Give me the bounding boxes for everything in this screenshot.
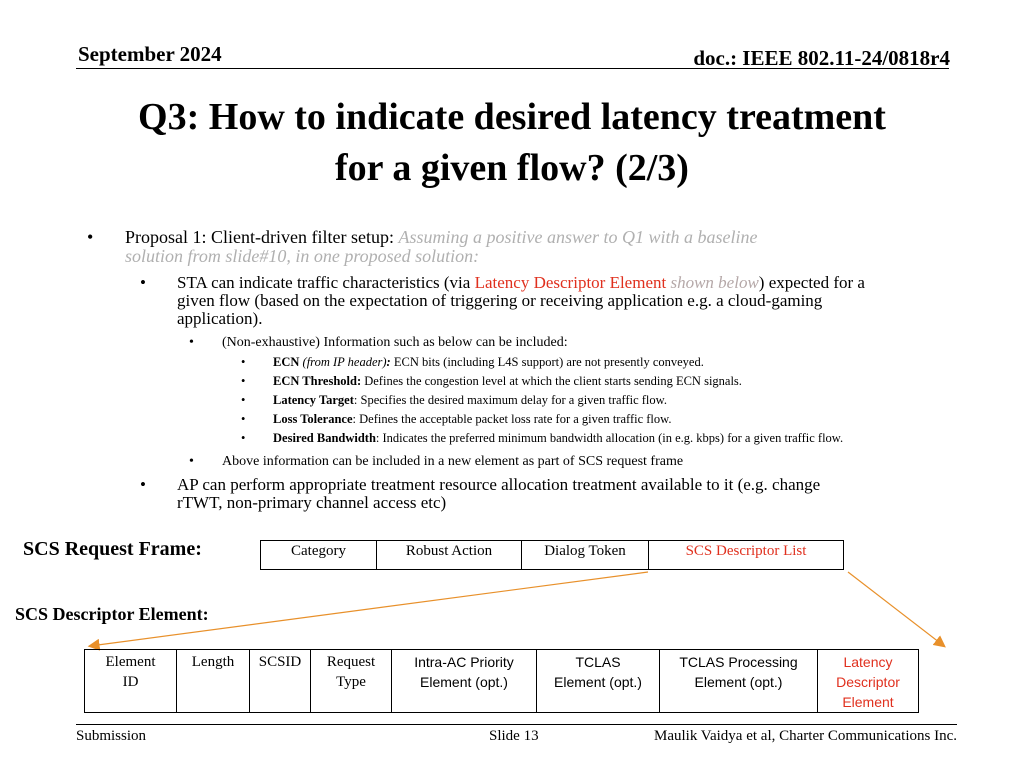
sta-text-end: ) expected for a bbox=[758, 273, 865, 292]
field-scs-descriptor-list: SCS Descriptor List bbox=[649, 541, 844, 570]
field-line: Descriptor bbox=[836, 674, 900, 690]
field-line: Request bbox=[326, 654, 376, 670]
footer-divider bbox=[76, 724, 957, 725]
bullet-dot: • bbox=[140, 475, 146, 494]
bullet-info: (Non-exhaustive) Information such as below can be included: bbox=[222, 335, 568, 350]
sta-line-3: application). bbox=[177, 309, 263, 328]
bullet-dot: • bbox=[140, 273, 146, 292]
item-term: ECN bbox=[273, 355, 300, 369]
item-desc: : Indicates the preferred minimum bandwidth allocation (in e.g. kbps) for a given traffic flow. bbox=[375, 431, 844, 445]
item-desc: ECN bits (including L4S support) are not presently conveyed. bbox=[390, 355, 704, 369]
bullet-dot: • bbox=[189, 335, 194, 350]
field-line: Element (opt.) bbox=[694, 674, 783, 690]
footer-slide-number: Slide 13 bbox=[489, 728, 539, 744]
bullet-dot: • bbox=[241, 431, 246, 445]
bullet-dot: • bbox=[241, 355, 246, 369]
sta-text: STA can indicate traffic characteristics (via bbox=[177, 273, 475, 292]
proposal-note-line-2: solution from slide#10, in one proposed solution: bbox=[125, 246, 480, 266]
field-length bbox=[177, 650, 250, 713]
bullet-dot: • bbox=[189, 454, 194, 469]
field-line: Element bbox=[105, 654, 156, 670]
item-term: ECN Threshold: bbox=[273, 374, 362, 388]
footer-submission: Submission bbox=[76, 728, 147, 744]
proposal-text: Proposal 1: Client-driven filter setup: bbox=[125, 227, 399, 247]
item-colon: : bbox=[386, 355, 391, 369]
field-element-id bbox=[85, 650, 177, 713]
field-line: ID bbox=[122, 674, 139, 690]
field-line: TCLAS bbox=[575, 654, 621, 670]
item-term: Loss Tolerance bbox=[273, 412, 353, 426]
title-line-1: Q3: How to indicate desired latency treatment bbox=[138, 96, 886, 138]
field-line: Intra-AC Priority bbox=[414, 654, 514, 670]
field-line: Element bbox=[842, 694, 894, 710]
title-line-2: for a given flow? (2/3) bbox=[335, 147, 689, 189]
field-scsid bbox=[250, 650, 311, 713]
bullet-dot: • bbox=[241, 393, 246, 407]
field-dialog-token: Dialog Token bbox=[522, 541, 649, 570]
field-request-type bbox=[311, 650, 392, 713]
field-line: Element (opt.) bbox=[420, 674, 508, 690]
field-line: Type bbox=[336, 674, 366, 690]
item-qualifier: (from IP header) bbox=[299, 355, 387, 369]
header-doc-id: doc.: IEEE 802.11-24/0818r4 bbox=[693, 46, 950, 70]
bullet-dot: • bbox=[241, 412, 246, 426]
bullet-dot: • bbox=[87, 227, 94, 247]
shown-below-note: shown below bbox=[666, 273, 759, 292]
bullet-ap: AP can perform appropriate treatment resource allocation treatment available to it (e.g. change bbox=[177, 475, 821, 494]
latency-descriptor-ref: Latency Descriptor Element bbox=[474, 273, 667, 292]
scs-descriptor-element-label: SCS Descriptor Element: bbox=[15, 604, 209, 624]
field-line: SCSID bbox=[258, 654, 302, 670]
field-intra-ac-priority bbox=[392, 650, 537, 713]
item-desc: : Defines the acceptable packet loss rate for a given traffic flow. bbox=[352, 412, 672, 426]
item-term: Desired Bandwidth bbox=[273, 431, 376, 445]
header-date: September 2024 bbox=[78, 42, 222, 66]
proposal-note-line-1: Assuming a positive answer to Q1 with a baseline bbox=[398, 227, 758, 247]
field-latency-descriptor-element bbox=[818, 650, 919, 713]
field-category: Category bbox=[261, 541, 377, 570]
field-tclas-processing bbox=[660, 650, 818, 713]
bullet-dot: • bbox=[241, 374, 246, 388]
sta-line-2: given flow (based on the expectation of triggering or receiving application e.g. a cloud-gaming bbox=[177, 291, 823, 310]
scs-descriptor-element-table bbox=[84, 649, 919, 713]
footer-authors: Maulik Vaidya et al, Charter Communications Inc. bbox=[654, 728, 957, 744]
scs-request-frame-label: SCS Request Frame: bbox=[23, 538, 202, 560]
item-desc: : Specifies the desired maximum delay for a given traffic flow. bbox=[353, 393, 667, 407]
bullet-above-info: Above information can be included in a new element as part of SCS request frame bbox=[222, 454, 684, 469]
item-desc: Defines the congestion level at which the client starts sending ECN signals. bbox=[361, 374, 742, 388]
field-line: TCLAS Processing bbox=[679, 654, 798, 670]
field-line: Length bbox=[191, 654, 235, 670]
field-tclas bbox=[537, 650, 660, 713]
ap-line-2: rTWT, non-primary channel access etc) bbox=[177, 493, 447, 512]
field-line: Element (opt.) bbox=[554, 674, 642, 690]
item-term: Latency Target bbox=[273, 393, 354, 407]
arrow-right bbox=[848, 572, 944, 646]
field-robust-action: Robust Action bbox=[377, 541, 522, 570]
field-line: Latency bbox=[843, 654, 893, 670]
